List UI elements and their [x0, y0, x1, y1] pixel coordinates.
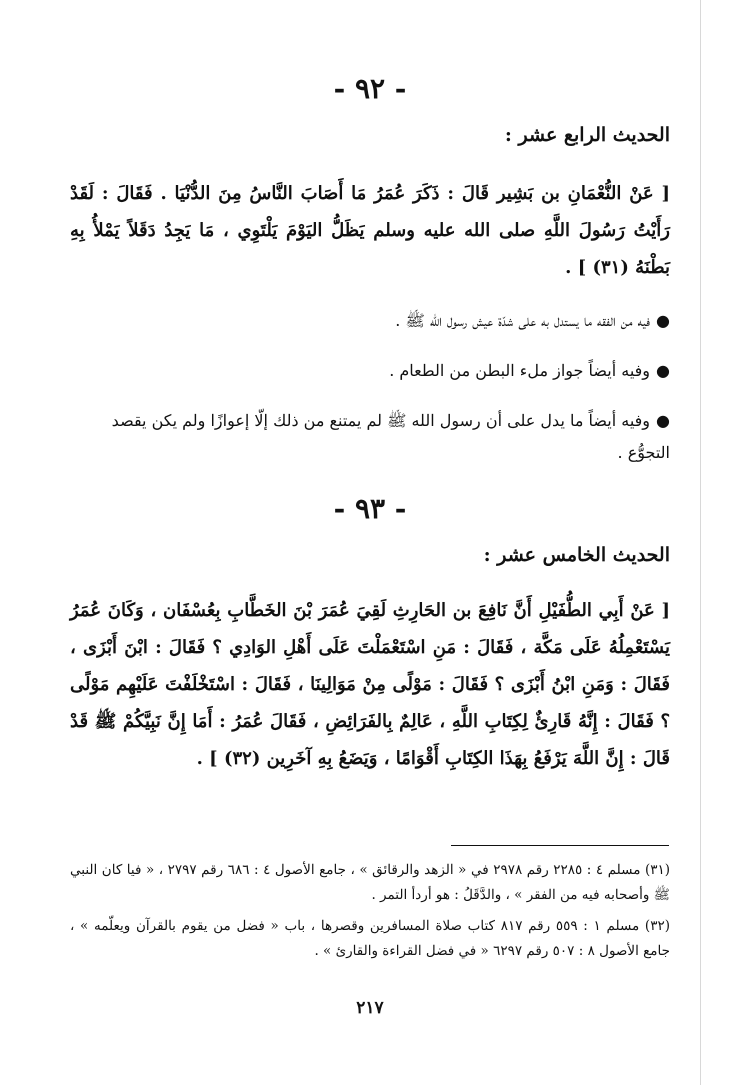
bullet-text: وفيه أيضاً ما يدل على أن رسول الله ﷺ لم يمتنع من ذلك إلّا إعوازًا ولم يكن يقصد التجوُّع . — [111, 411, 670, 462]
footnote: (٣٢) مسلم ١ : ٥٥٩ رقم ٨١٧ كتاب صلاة المسافرين وقصرها ، باب « فضل من يقوم بالقرآن ويعلّمه » ، جامع الأصول ٨ : ٥٠٧ رقم ٦٢٩٧ « في فضل القراءة والقارئ » . — [70, 918, 670, 959]
bullet-icon: ● — [656, 361, 670, 380]
bullet-item — [70, 405, 670, 469]
bullet-icon: ● — [656, 411, 670, 430]
bullet-text: فيه من الفقه ما يستدل به على شدّة عيش رسول الله ﷺ . — [395, 311, 651, 330]
bullet-item — [70, 305, 670, 337]
hadith-text: [ عَنْ أَبِي الطُّفَيْلِ أَنَّ نَافِعَ بن الحَارِثِ لَقِيَ عُمَرَ بْنَ الخَطَّابِ بِعُسْفَان ، وَكَانَ عُمَرُ يَسْتَعْمِلُهُ عَلَى مَكَّة ، فَقَالَ : مَنِ اسْتَعْمَلْتَ عَلَى أَهْلِ الوَادِي ؟ فَقَالَ : ابْنَ أَبْزَى ، فَقَالَ : وَمَنِ ابْنُ أَبْزَى ؟ فَقَالَ : مَوْلًى مِنْ مَوَالِينَا ، فَقَالَ : اسْتَخْلَفْتَ عَلَيْهِم مَوْلًى ؟ فَقَالَ : إِنَّهُ قَارِئٌ لِكِتَابِ اللَّهِ ، عَالِمٌ بِالفَرَائِضِ ، فَقَالَ عُمَرُ : أَمَا إِنَّ نَبِيَّكُمْ ﷺ قَدْ قَالَ : إِنَّ اللَّهَ يَرْفَعُ بِهَذَا الكِتَابِ أَقْوَامًا ، وَيَضَعُ بِهِ آخَرِين (٣٢) ] . — [70, 600, 670, 769]
footnote: (٣١) مسلم ٤ : ٢٢٨٥ رقم ٢٩٧٨ في « الزهد والرقائق » ، جامع الأصول ٤ : ٦٨٦ رقم ٢٧٩٧ ، « فيا كان النبي ﷺ وأصحابه فيه من الفقر » ، والدَّقَلُ : هو أردأ التمر . — [70, 862, 671, 903]
footnote-separator — [451, 845, 669, 846]
hadith-text: [ عَنْ النُّعْمَانِ بن بَشِير قَالَ : ذَكَرَ عُمَرُ مَا أَصَابَ النَّاسُ مِنَ الدُّنْيَا . فَقَالَ : لَقَدْ رَأَيْتُ رَسُولَ اللَّهِ صلى الله عليه وسلم يَظَلُّ اليَوْمَ يَلْتَوِي ، مَا يَجِدُ دَقَلاً يَمْلأُ بِهِ بَطْنَهُ (٣١) ] . — [70, 183, 670, 278]
section-heading: الحديث الرابع عشر : — [504, 124, 670, 146]
bullet-text: وفيه أيضاً جواز ملء البطن من الطعام . — [389, 361, 651, 380]
bullet-icon: ● — [656, 311, 670, 330]
page-number: ٢١٧ — [356, 998, 384, 1018]
section-number: - ٩٢ - — [333, 72, 407, 105]
section-heading: الحديث الخامس عشر : — [483, 544, 670, 566]
bullet-item — [70, 355, 670, 387]
page-edge-line — [700, 0, 701, 1085]
section-number: - ٩٣ - — [333, 492, 407, 525]
